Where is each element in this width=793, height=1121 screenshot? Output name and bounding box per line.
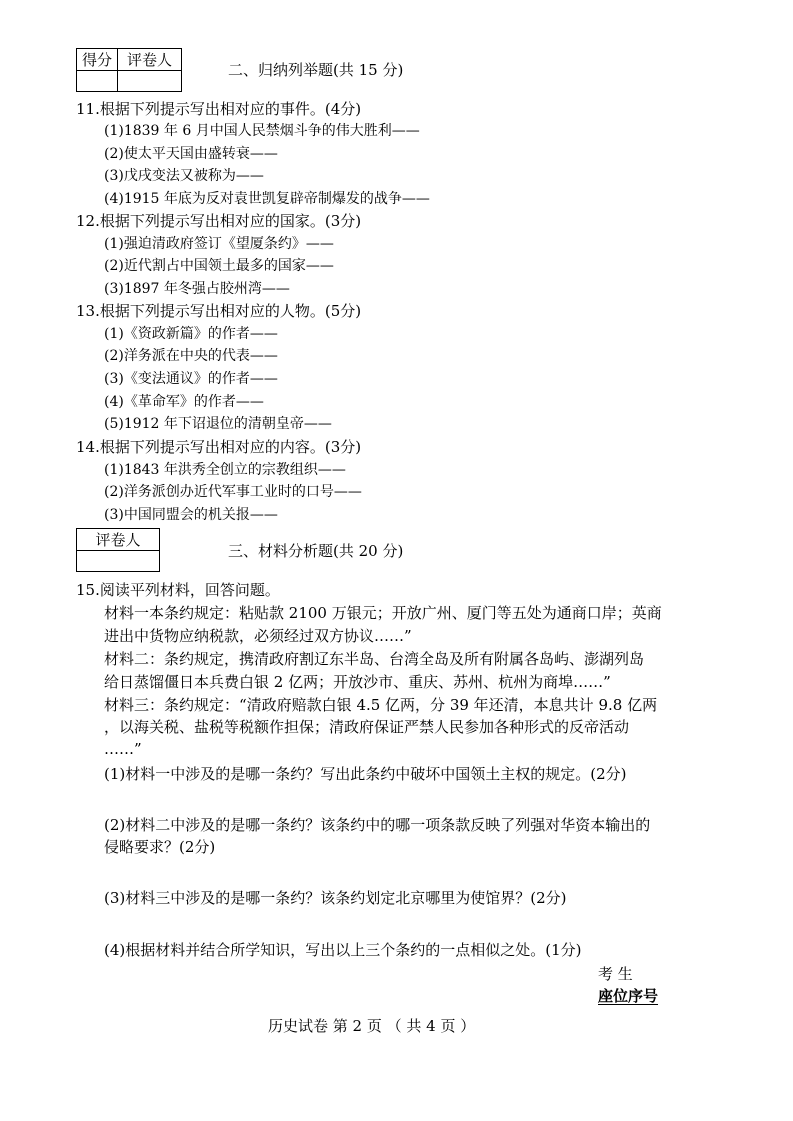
q12-item-3: (3)1897 年冬强占胶州湾——	[104, 281, 290, 297]
q12-item-1: (1)强迫清政府签订《望厦条约》——	[104, 236, 334, 252]
subquestion-2-line-1: (2)材料二中涉及的是哪一条约？该条约中的哪一项条款反映了列强对华资本输出的	[104, 816, 651, 834]
q11-item-4: (4)1915 年底为反对袁世凯复辟帝制爆发的战争——	[104, 191, 430, 207]
q13-item-1: (1)《资政新篇》的作者——	[104, 326, 278, 342]
q11-item-3: (3)戊戌变法又被称为——	[104, 168, 264, 184]
material-3-line-2: ，以海关税、盐税等税额作担保；清政府保证严禁人民参加各种形式的反帝活动	[104, 718, 630, 736]
subquestion-4: (4)根据材料并结合所学知识，写出以上三个条约的一点相似之处。(1分)	[104, 941, 582, 959]
q13-item-5: (5)1912 年下诏退位的清朝皇帝——	[104, 416, 332, 432]
examinee-label: 考 生	[598, 965, 633, 983]
grader-cell[interactable]	[77, 551, 160, 572]
q15-stem: 15.阅读平列材料，回答问题。	[76, 581, 280, 599]
q14-item-1: (1)1843 年洪秀全创立的宗教组织——	[104, 462, 346, 478]
material-2-line-1: 材料二：条约规定，携清政府割辽东半岛、台湾全岛及所有附属各岛屿、澎湖列岛	[104, 650, 645, 668]
q11-stem: 11.根据下列提示写出相对应的事件。(4分)	[76, 100, 362, 118]
q11-item-1: (1)1839 年 6 月中国人民禁烟斗争的伟大胜利——	[104, 123, 420, 139]
q14-item-3: (3)中国同盟会的机关报——	[104, 507, 278, 523]
score-box-section3	[76, 528, 160, 572]
page-footer: 历史试卷 第 2 页 （ 共 4 页 ）	[268, 1017, 476, 1035]
q14-item-2: (2)洋务派创办近代军事工业时的口号——	[104, 484, 362, 500]
material-2-line-2: 给日蒸馏僵日本兵费白银 2 亿两；开放沙市、重庆、苏州、杭州为商埠……”	[104, 673, 611, 691]
subquestion-3: (3)材料三中涉及的是哪一条约？该条约划定北京哪里为使馆界？(2分)	[104, 889, 567, 907]
material-3-line-1: 材料三：条约规定：“清政府赔款白银 4.5 亿两，分 39 年还清，本息共计 9.8 亿两	[104, 696, 658, 714]
q12-item-2: (2)近代割占中国领土最多的国家——	[104, 258, 334, 274]
grader-header: 评卷人	[118, 49, 182, 71]
material-3-line-3: ……”	[104, 740, 142, 758]
subquestion-2-line-2: 侵略要求？(2分)	[104, 838, 216, 856]
grader-cell[interactable]	[118, 71, 182, 92]
score-header: 得分	[77, 49, 118, 71]
q11-item-2: (2)使太平天国由盛转衰——	[104, 146, 278, 162]
q13-item-2: (2)洋务派在中央的代表——	[104, 348, 278, 364]
grader-header: 评卷人	[77, 529, 160, 551]
material-1-line-1: 材料一本条约规定：粘贴款 2100 万银元；开放广州、厦门等五处为通商口岸；英商	[104, 604, 662, 622]
q12-stem: 12.根据下列提示写出相对应的国家。(3分)	[76, 212, 362, 230]
section3-title: 三、材料分析题(共 20 分)	[228, 542, 404, 560]
score-cell[interactable]	[77, 71, 118, 92]
q13-item-4: (4)《革命军》的作者——	[104, 394, 264, 410]
q14-stem: 14.根据下列提示写出相对应的内容。(3分)	[76, 438, 362, 456]
q13-stem: 13.根据下列提示写出相对应的人物。(5分)	[76, 302, 362, 320]
section2-title: 二、归纳列举题(共 15 分)	[228, 61, 404, 79]
subquestion-1: (1)材料一中涉及的是哪一条约？写出此条约中破坏中国领土主权的规定。(2分)	[104, 765, 627, 783]
seat-number-label: 座位序号	[598, 987, 659, 1005]
material-1-line-2: 进出中货物应纳税款，必须经过双方协议……”	[104, 627, 412, 645]
score-box-section2	[76, 48, 182, 92]
q13-item-3: (3)《变法通议》的作者——	[104, 371, 278, 387]
